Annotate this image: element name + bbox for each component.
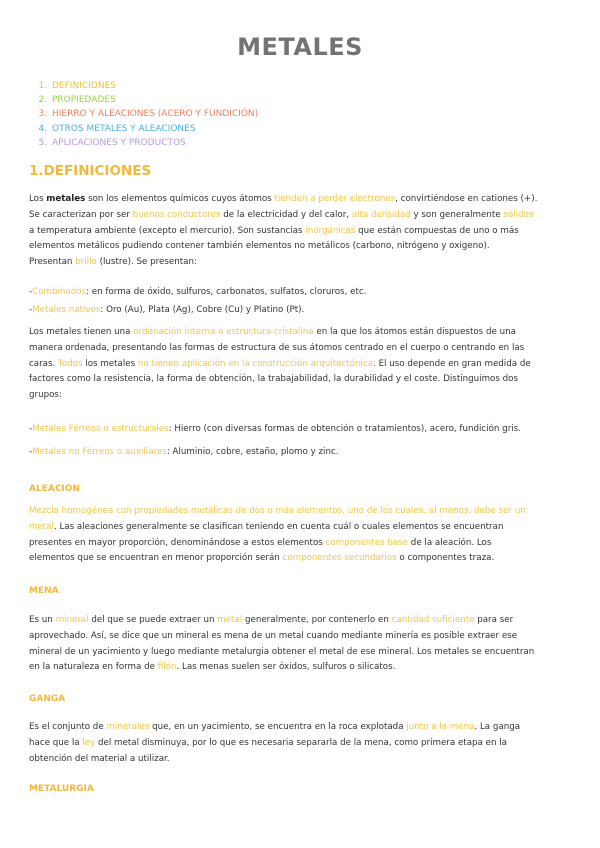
toc-label[interactable]: DEFINICIONES	[52, 81, 116, 91]
text-line	[29, 752, 574, 768]
highlighted-term: Todos	[58, 358, 83, 369]
toc-label[interactable]: OTROS METALES Y ALEACIONES	[52, 123, 196, 134]
highlighted-term: Metales nativos	[32, 305, 101, 315]
text-run: -	[29, 447, 33, 457]
highlighted-term: ordenación interna o estructura cristalina	[133, 327, 314, 337]
text-run: : Oro (Au), Plata (Ag), Cobre (Cu) y Platino (Pt).	[100, 305, 305, 315]
text-line	[29, 504, 574, 520]
text-run: generalmente, por contenerlo en	[242, 615, 392, 625]
text-line	[29, 551, 574, 567]
text-line	[29, 422, 574, 438]
text-line	[29, 325, 574, 341]
text-run: factores como la resistencia, la forma de obtención, la trabajabilidad, la durabilidad y el coste. Distinguimos dos	[29, 374, 519, 385]
text-run: mineral de un yacimiento y luego mediante metalurgia obtener el metal de ese mineral. Los metales se encuentran	[29, 646, 535, 657]
text-run: de la aleación. Los	[408, 537, 492, 548]
heading-aleacion: ALEACIÓN	[29, 484, 80, 494]
highlighted-term: metal	[29, 521, 54, 532]
text-run: de la electricidad y del calor,	[220, 209, 352, 220]
text-run: -	[29, 424, 33, 434]
text-run: -	[29, 305, 33, 315]
text-run: Se caracterizan por ser	[29, 209, 133, 220]
section-heading-definiciones: 1.DEFINICIONES	[29, 163, 152, 179]
highlighted-term: cantidad suficiente	[391, 615, 475, 625]
paragraph-aleacion	[29, 504, 574, 567]
text-run: en la naturaleza en forma de	[29, 662, 158, 673]
text-run: obtención del material a utilizar.	[29, 753, 170, 764]
table-of-contents	[28, 79, 258, 150]
toc-item-definiciones[interactable]	[50, 79, 258, 93]
toc-label[interactable]: PROPIEDADES	[52, 95, 116, 106]
highlighted-term: no tienen aplicación en la construcción arquitectónica	[137, 358, 374, 369]
highlighted-term: filón	[157, 662, 177, 673]
text-run: -	[29, 287, 33, 297]
highlighted-term: Combinados	[32, 287, 87, 297]
text-run: del que se puede extraer un	[88, 615, 218, 625]
text-run: que están compuestas de uno o más	[355, 225, 519, 236]
text-run: a temperatura ambiente (excepto el mercurio). Son sustancias	[29, 225, 306, 236]
text-line	[29, 645, 574, 661]
highlighted-term: brillo	[75, 257, 97, 268]
highlighted-term: componentes base	[325, 537, 409, 548]
text-line	[29, 660, 574, 676]
highlighted-term: buenos conductores	[132, 209, 221, 220]
highlighted-term: sólidos	[503, 209, 534, 220]
highlighted-term: ley	[82, 737, 96, 748]
text-line	[29, 239, 574, 255]
highlighted-term: minerales	[106, 722, 150, 732]
paragraph-estructura	[29, 325, 574, 404]
text-line	[29, 285, 574, 301]
text-line	[29, 192, 574, 208]
toc-item-aplicaciones[interactable]	[50, 136, 258, 150]
text-run: o componentes traza.	[396, 553, 495, 564]
paragraph-no-ferreos	[29, 445, 574, 461]
toc-item-propiedades[interactable]	[50, 93, 258, 107]
text-run: y son generalmente	[410, 209, 504, 220]
paragraph-mena	[29, 613, 574, 676]
highlighted-term: Mezcla homogénea con propiedades metálicas de dos o más elementos, uno de los cuales, al menos, debe ser un	[29, 506, 526, 516]
text-run: para ser	[474, 615, 514, 625]
highlighted-term: junto a la mena	[406, 722, 475, 732]
text-run: del metal disminuya, por lo que es necesaria separarla de la mena, como primera etapa en la	[95, 737, 507, 748]
text-line	[29, 255, 574, 271]
highlighted-term: metal	[217, 615, 243, 625]
text-run: : en forma de óxido, sulfuros, carbonatos, sulfatos, cloruros, etc.	[86, 287, 367, 297]
text-line	[29, 341, 574, 357]
text-line	[29, 208, 574, 224]
text-run: grupos:	[29, 390, 62, 401]
text-run: aprovechado. Así, se dice que un mineral es mena de un metal cuando mediante minería es posible extraer ese	[29, 630, 518, 641]
paragraph-intro	[29, 192, 574, 271]
text-line	[29, 372, 574, 388]
text-run: , convirtiéndose en cationes (+).	[395, 194, 538, 204]
toc-label[interactable]: HIERRO Y ALEACIONES (ACERO Y FUNDICIÓN)	[52, 109, 259, 120]
page-title: METALES	[237, 33, 363, 61]
toc-item-hierro[interactable]	[50, 107, 258, 121]
text-line	[29, 303, 574, 319]
text-run: . La ganga	[474, 722, 521, 732]
highlighted-term: inorgánicas	[305, 225, 356, 236]
text-run: Presentan	[29, 257, 76, 268]
highlighted-term: componentes secundarios	[282, 553, 397, 564]
text-run: manera ordenada, presentando las formas de estructura de sus átomos centrado en el cuerpo o centrando en las	[29, 342, 525, 353]
highlighted-term: alta densidad	[351, 209, 411, 220]
text-line	[29, 445, 574, 461]
text-run: elementos que se encuentran en menor proporción serán	[29, 553, 283, 564]
text-run: caras.	[29, 358, 59, 369]
text-run: presentes en mayor proporción, denominándose a estos elementos	[29, 537, 326, 548]
text-line	[29, 388, 574, 404]
text-run: Los metales tienen una	[29, 327, 134, 337]
highlighted-term: Metales no Férreos o auxiliares	[32, 447, 167, 457]
highlighted-term: tienden a perder electrones	[274, 194, 396, 204]
toc-item-otros-metales[interactable]	[50, 122, 258, 136]
text-run: . Las aleaciones generalmente se clasifican teniendo en cuenta cuál o cuales elementos se encuentran	[53, 521, 504, 532]
text-run: : Hierro (con diversas formas de obtención o tratamientos), acero, fundición gris.	[168, 424, 521, 434]
text-run: que, en un yacimiento, se encuentra en la roca explotada	[149, 722, 407, 732]
text-line	[29, 536, 574, 552]
highlighted-term: Metales Férreos o estructurales	[32, 424, 169, 434]
text-line	[29, 224, 574, 240]
text-line	[29, 357, 574, 373]
text-run: (lustre). Se presentan:	[96, 257, 197, 268]
bold-term: metales	[46, 194, 86, 204]
paragraph-nativos	[29, 303, 574, 319]
text-run: . El uso depende en gran medida de	[373, 358, 531, 369]
highlighted-term: mineral	[55, 615, 89, 625]
paragraph-ganga	[29, 720, 574, 767]
text-run: elementos metálicos pudiendo contener también elementos no metálicos (carbono, nitrógeno y oxigeno).	[29, 241, 490, 252]
text-line	[29, 736, 574, 752]
text-line	[29, 629, 574, 645]
text-line	[29, 613, 574, 629]
text-run: hace que la	[29, 737, 83, 748]
text-run: en la que los átomos están dispuestos de una	[313, 327, 516, 337]
toc-label[interactable]: APLICACIONES Y PRODUCTOS	[52, 137, 186, 148]
text-run: Es un	[29, 615, 56, 625]
text-line	[29, 720, 574, 736]
heading-mena: MENA	[29, 586, 59, 596]
paragraph-ferreos	[29, 422, 574, 438]
text-run: : Aluminio, cobre, estaño, plomo y zinc.	[166, 447, 339, 457]
text-run: Es el conjunto de	[29, 722, 107, 732]
text-run: son los elementos químicos cuyos átomos	[85, 194, 275, 204]
heading-metalurgia: METALURGIA	[29, 784, 94, 794]
heading-ganga: GANGA	[29, 694, 66, 704]
text-run: Los	[29, 194, 47, 204]
text-line	[29, 520, 574, 536]
text-run: los metales	[82, 358, 138, 369]
paragraph-combinados	[29, 285, 574, 301]
text-run: . Las menas suelen ser óxidos, sulfuros o silicatos.	[176, 662, 396, 673]
